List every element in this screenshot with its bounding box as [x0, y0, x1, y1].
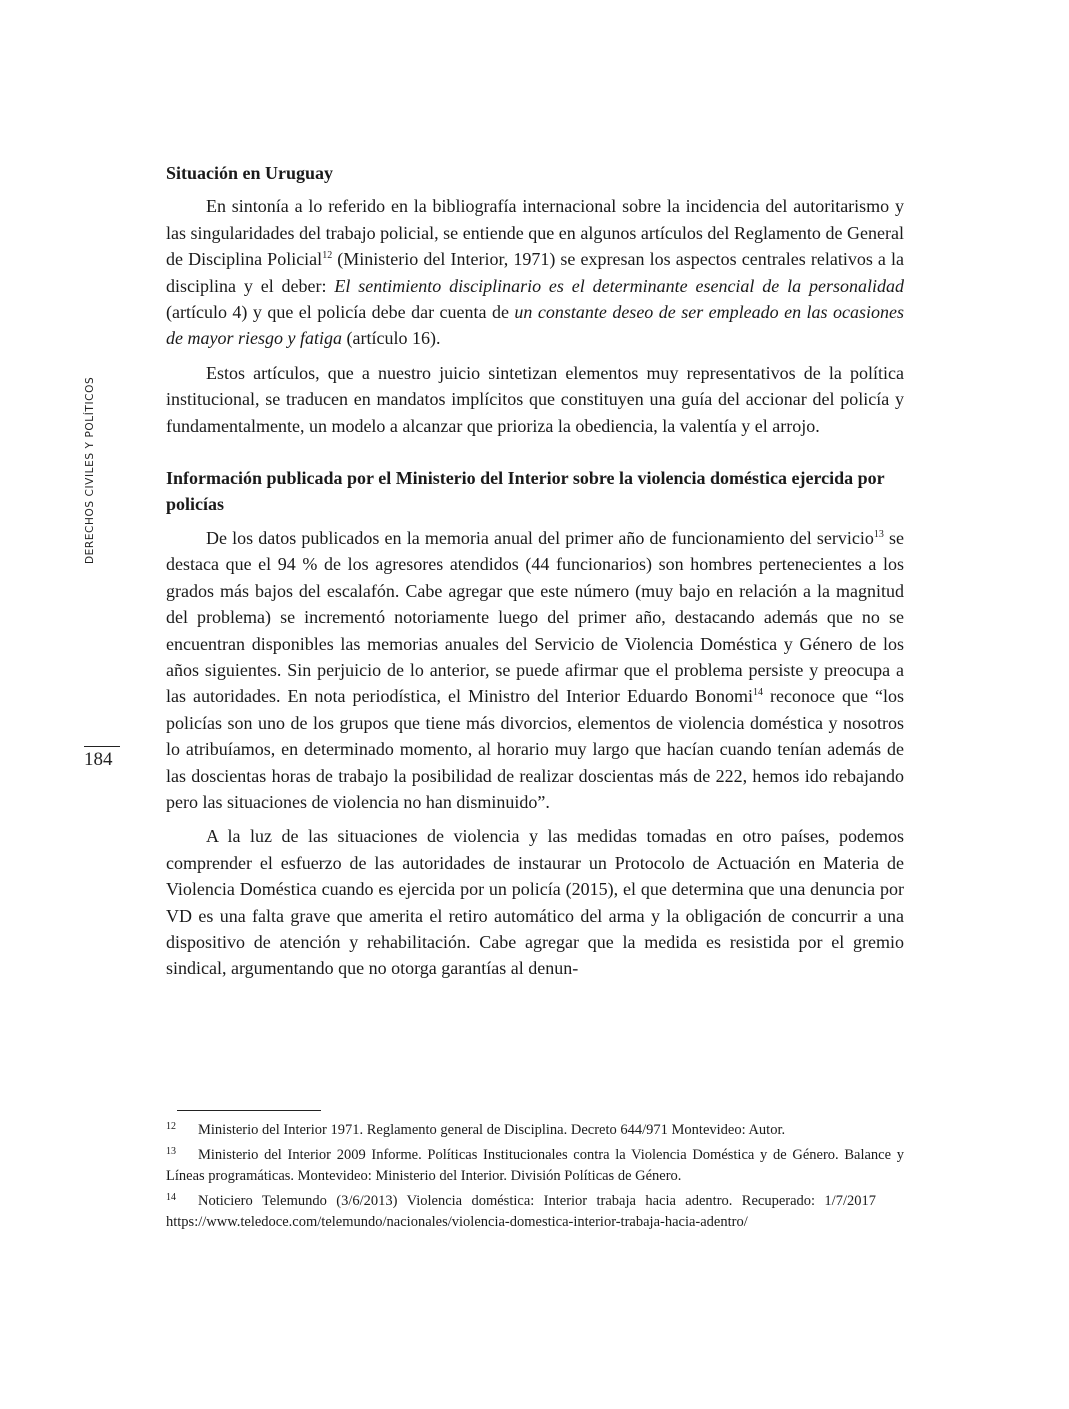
- main-text: [166, 160, 904, 982]
- text-run: (Ministerio del Interior, 1971) se expresan los aspectos centrales relativos a la disciplina y el deber:: [166, 249, 905, 296]
- paragraph-datos: [166, 525, 904, 815]
- footnote-number: 14: [166, 1192, 176, 1203]
- text-run: De los datos publicados en la memoria anual del primer año de funcionamiento del servicio: [206, 527, 874, 548]
- paragraph-articulos: Estos artículos, que a nuestro juicio sintetizan elementos muy representativos de la política institucional, se traducen en mandatos implícitos que constituyen una guía del accionar del policía y fundamentalmente, un modelo a alcanzar que prioriza la obediencia, la valentía y el arrojo.: [166, 362, 904, 436]
- page-number: 184: [84, 749, 113, 770]
- footnote-ref-13[interactable]: 13: [873, 528, 884, 540]
- text-run: reconoce que “los policías son uno de los grupos que tiene más divorcios, elementos de violencia doméstica y nosotros lo atribuíamos, en determinado momento, al horario muy largo que hacían cuando tenían además de las doscientas horas de trabajo la posibilidad de realizar doscientas más de 222, hemos ido rebajando pero las situaciones de violencia no han disminuido”.: [166, 686, 904, 812]
- running-side-label: DERECHOS CIVILES Y POLÍTICOS: [84, 376, 96, 564]
- footnote-13: [166, 1141, 904, 1187]
- section-heading-uruguay: Situación en Uruguay: [166, 163, 334, 183]
- text-run: (artículo 16).: [341, 328, 441, 349]
- footnote-number: 13: [166, 1146, 176, 1157]
- italic-quote: un constante deseo de ser empleado en las ocasiones de mayor riesgo y fatiga: [166, 302, 904, 349]
- paragraph-protocolo: A la luz de las situaciones de violencia y las medidas tomadas en otro países, podemos comprender el esfuerzo de las autoridades de instaurar un Protocolo de Actuación en Materia de Violencia Doméstica cuando es ejercida por un policía (2015), el que determina que una denuncia por VD es una falta grave que amerita el retiro automático del arma y la obligación de concurrir a una dispositivo de atención y rehabilitación. Cabe agregar que la medida es resistida por el gremio sindical, argumentando que no otorga garantías al denun-: [166, 826, 904, 979]
- footnotes: [166, 1116, 904, 1233]
- text-run: En sintonía a lo referido en la bibliografía internacional sobre la incidencia del autoritarismo y las singularidades del trabajo policial, se entiende que en algunos artículos del Reglamento de General de Disciplina Policial: [166, 196, 904, 270]
- footnote-ref-12[interactable]: 12: [322, 250, 333, 262]
- footnote-text: Ministerio del Interior 1971. Reglamento general de Disciplina. Decreto 644/971 Montevideo: Autor.: [198, 1122, 786, 1138]
- italic-quote: El sentimiento disciplinario es el determinante esencial de la personalidad: [334, 275, 904, 296]
- text-run: se destaca que el 94 % de los agresores atendidos (44 funcionarios) son hombres pertenecientes a los grados más bajos del escalafón. Cabe agregar que este número (muy bajo en relación a la magnitud del problema) se incrementó notoriamente luego del primer año, destacando además que no se encuentran disponibles las memorias anuales del Servicio de Violencia Doméstica y Género de los años siguientes. Sin perjuicio de lo anterior, se puede afirmar que el problema persiste y preocupa a las autoridades. En nota periodística, el Ministro del Interior Eduardo Bonomi: [166, 527, 905, 707]
- footnote-number: 12: [166, 1121, 176, 1132]
- footnote-text: Ministerio del Interior 2009 Informe. Políticas Institucionales contra la Violencia Doméstica y de Género. Balance y Líneas programáticas. Montevideo: Ministerio del Interior. División Políticas de Género.: [166, 1147, 904, 1184]
- section-heading-informacion: Información publicada por el Ministerio del Interior sobre la violencia doméstica ejercida por policías: [166, 468, 885, 515]
- section-spacer: [166, 439, 904, 465]
- footnote-14: [166, 1187, 904, 1233]
- page-number-rule: [84, 746, 120, 747]
- text-run: (artículo 4) y que el policía debe dar cuenta de: [166, 302, 515, 323]
- paragraph-reglamento: [166, 193, 904, 351]
- footnote-12: [166, 1116, 904, 1141]
- footnote-url-link[interactable]: https://www.teledoce.com/telemundo/nacionales/violencia-domestica-interior-trabaja-hacia-adentro/: [166, 1214, 748, 1230]
- footnote-ref-14[interactable]: 14: [753, 687, 764, 699]
- footnote-text: Noticiero Telemundo (3/6/2013) Violencia doméstica: Interior trabaja hacia adentro. Recuperado: 1/7/2017: [198, 1193, 876, 1209]
- footnote-separator: [177, 1110, 321, 1111]
